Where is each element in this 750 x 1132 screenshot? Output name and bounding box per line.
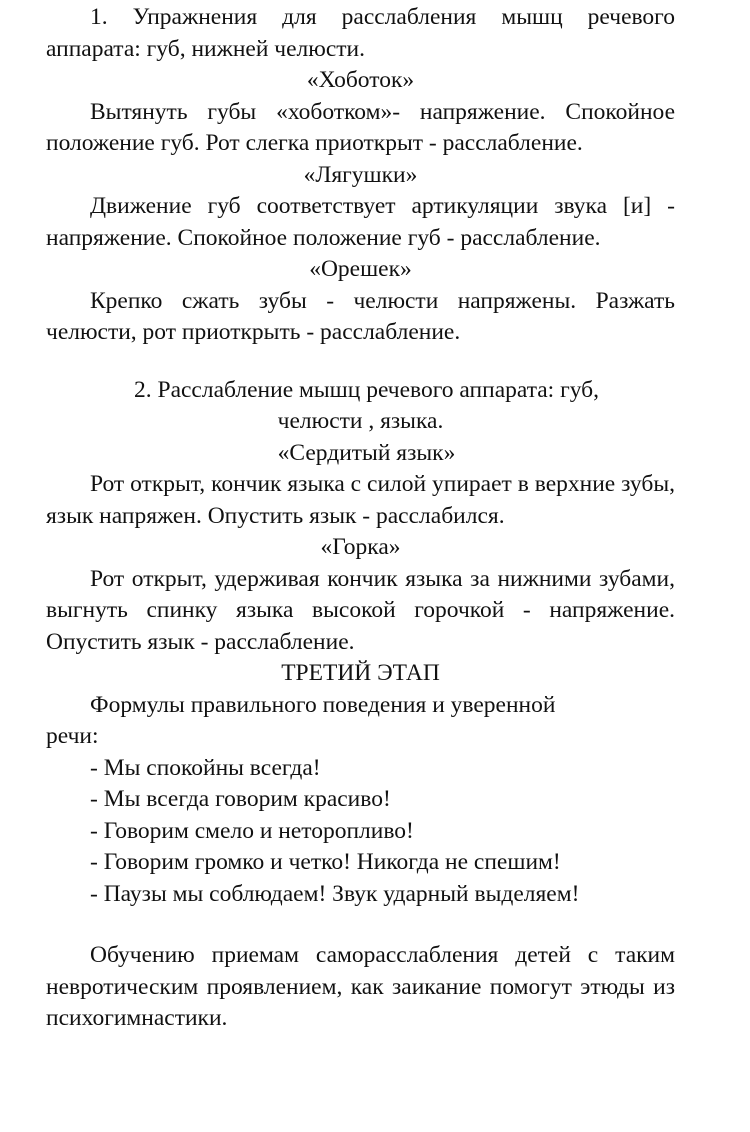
formula-item: - Мы спокойны всегда!: [90, 754, 321, 781]
exercise-title-oreshek: «Орешек»: [309, 256, 412, 282]
formula-item: - Паузы мы соблюдаем! Звук ударный выделяем!: [90, 880, 580, 907]
exercise-text-lyagushki: Движение губ соответствует артикуляции звука [и] - напряжение. Спокойное положение губ - расслабление.: [46, 193, 675, 251]
formula-item: - Говорим громко и четко! Никогда не спешим!: [90, 849, 561, 875]
section1-heading: 1. Упражнения для расслабления мышц речевого аппарата: губ, нижней челюсти.: [46, 4, 675, 62]
exercise-text-oreshek: Крепко сжать зубы - челюсти напряжены. Разжать челюсти, рот приоткрыть - расслабление.: [46, 287, 675, 345]
stage3-intro-line2: речи:: [46, 723, 99, 749]
exercise-title-khobotok: «Хоботок»: [306, 67, 415, 93]
stage3-intro-line1: Формулы правильного поведения и уверенной: [90, 691, 556, 718]
exercise-title-serdity-yazyk: «Сердитый язык»: [277, 439, 456, 466]
exercise-title-gorka: «Горка»: [320, 534, 401, 560]
stage3-title: ТРЕТИЙ ЭТАП: [281, 660, 440, 686]
document-page: [46, 2, 675, 1035]
formula-item: - Говорим смело и неторопливо!: [90, 817, 414, 844]
exercise-text-khobotok: Вытянуть губы «хоботком»- напряжение. Спокойное положение губ. Рот слегка приоткрыт - расслабление.: [46, 98, 675, 156]
section2-heading-line1: 2. Расслабление мышц речевого аппарата: губ,: [134, 376, 599, 403]
section2-heading-line2: челюсти , языка.: [277, 408, 444, 434]
exercise-text-serdity-yazyk: Рот открыт, кончик языка с силой упирает в верхние зубы, язык напряжен. Опустить язык - расслабился.: [46, 471, 675, 529]
exercise-title-lyagushki: «Лягушки»: [303, 161, 418, 188]
exercise-text-gorka: Рот открыт, удерживая кончик языка за нижними зубами, выгнуть спинку языка высокой горочкой - напряжение. Опустить язык - расслабление.: [46, 565, 675, 655]
spacer: [46, 349, 675, 375]
formulas-list: [46, 753, 675, 911]
conclusion-text: Обучению приемам саморасслабления детей с таким невротическим проявлением, как заикание помогут этюды из психогимнастики.: [46, 942, 675, 1031]
formula-item: - Мы всегда говорим красиво!: [90, 786, 391, 812]
spacer: [46, 910, 675, 940]
